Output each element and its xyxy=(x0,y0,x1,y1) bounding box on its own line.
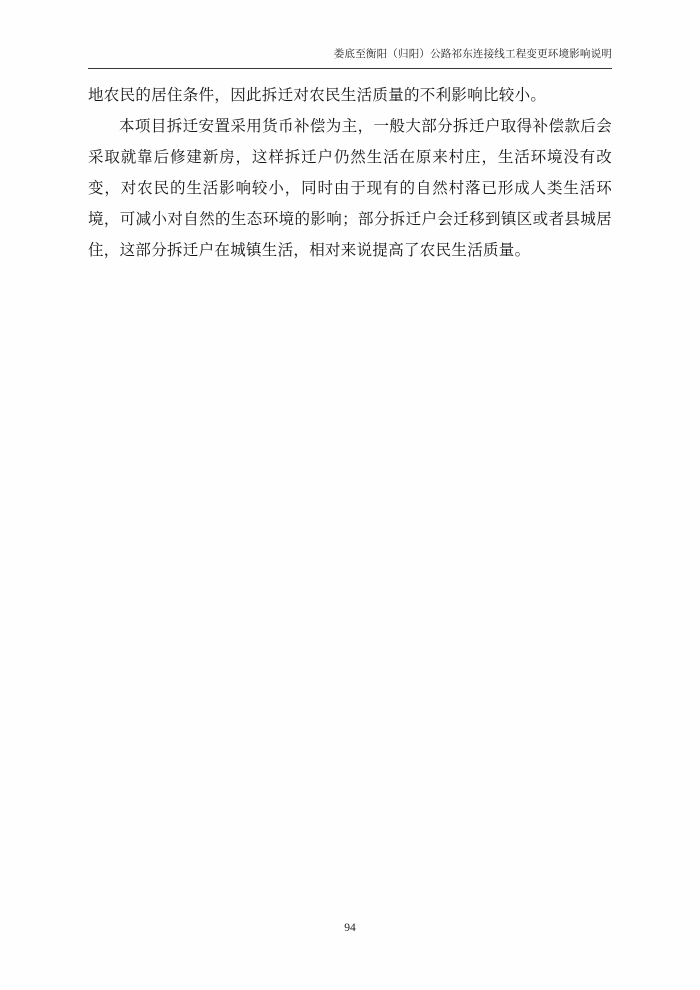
page-header: 娄底至衡阳（归阳）公路祁东连接线工程变更环境影响说明 xyxy=(333,49,612,60)
page-number: 94 xyxy=(344,922,356,934)
document-body xyxy=(88,80,612,266)
header-divider xyxy=(88,68,612,69)
paragraph-resettlement: 本项目拆迁安置采用货币补偿为主，一般大部分拆迁户取得补偿款后会采取就靠后修建新房，这样拆迁户仍然生活在原来村庄，生活环境没有改变，对农民的生活影响较小，同时由于现有的自然村落已形成人类生活环境，可减小对自然的生态环境的影响；部分拆迁户会迁移到镇区或者县城居住，这部分拆迁户在城镇生活，相对来说提高了农民生活质量。 xyxy=(88,118,612,259)
paragraph-continuation: 地农民的居住条件，因此拆迁对农民生活质量的不利影响比较小。 xyxy=(88,87,547,104)
